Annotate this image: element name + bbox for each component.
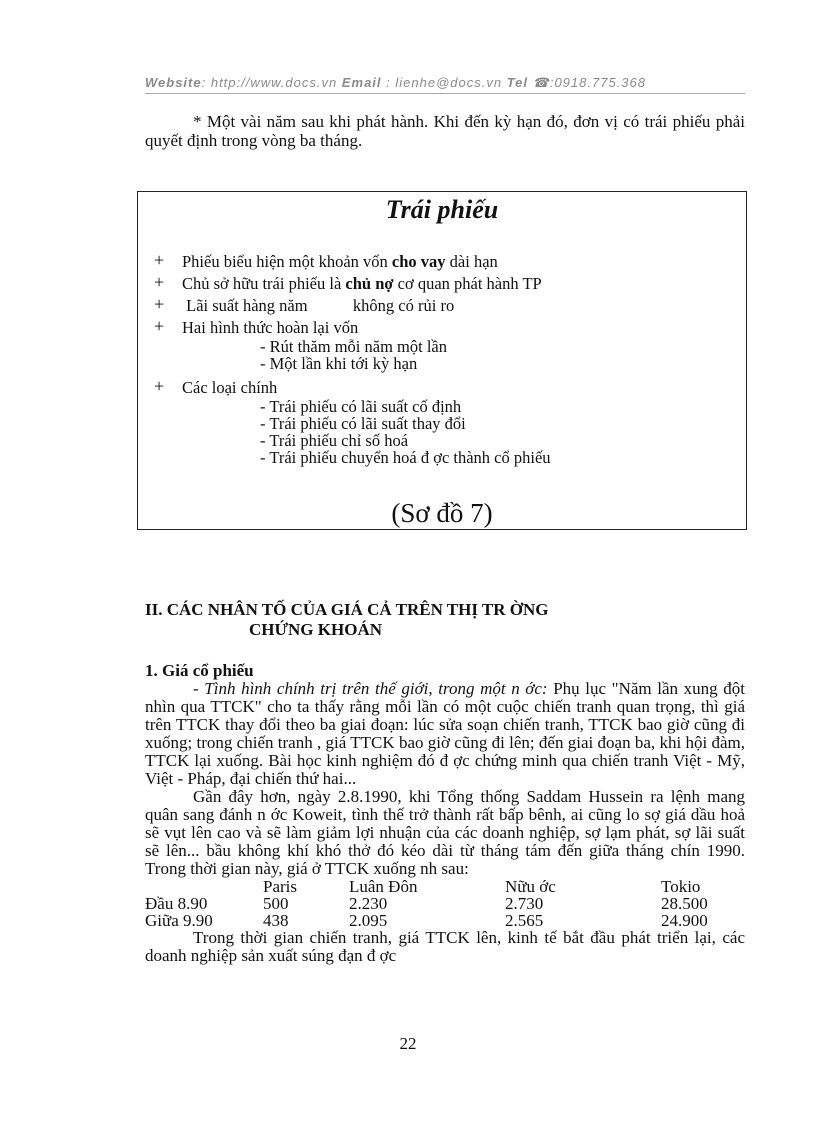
- section-heading: II. CÁC NHÂN TỐ CỦA GIÁ CẢ TRÊN THỊ TR ỜNG CHỨNG KHOÁN: [145, 600, 549, 639]
- diagram-list: [154, 252, 736, 466]
- paragraph: - Tình hình chính trị trên thế giới, trong một n ớc: Phụ lục "Năm lần xung đột nhìn qua TTCK" cho ta thấy rằng mỗi lần có một cuộc chiến tranh quan trọng, thì giá trên TTCK thay đổi theo ba giai đoạn: lúc sửa soạn chiến tranh, TTCK bao giờ cũng đi xuống; trong chiến tranh , giá TTCK bao giờ cũng đi lên; đến giai đoạn ba, khi hội đàm, TTCK lại xuống. Bài học kinh nghiệm đó đ ợc chứng minh qua chiến tranh Việt - Mỹ, Việt - Pháp, đại chiến thứ hai...: [145, 679, 745, 788]
- table-row: Đầu 8.90 500 2.230 2.730 28.500: [145, 894, 708, 913]
- plus-icon: +: [154, 294, 165, 314]
- diagram-caption: (Sơ đồ 7): [391, 498, 493, 528]
- section-content: [145, 600, 745, 965]
- tel-label: Tel: [506, 75, 529, 90]
- diagram-item: + Lãi suất hàng năm không có rủi ro: [154, 294, 455, 315]
- website-value: : http://www.docs.vn: [201, 75, 338, 90]
- email-label: Email: [341, 75, 382, 90]
- diagram-subitem: - Trái phiếu có lãi suất thay đổi: [260, 414, 466, 433]
- diagram-item: + Chủ sở hữu trái phiếu là chủ nợ cơ quan phát hành TP: [154, 272, 542, 293]
- header-divider: [145, 93, 745, 94]
- diagram-subitem: - Một lần khi tới kỳ hạn: [260, 354, 418, 373]
- page-header: [145, 75, 745, 91]
- plus-icon: +: [154, 316, 165, 336]
- table-row: Giữa 9.90 438 2.095 2.565 24.900: [145, 911, 708, 930]
- website-label: Website: [145, 75, 202, 90]
- phone-icon: ☎: [532, 75, 550, 90]
- plus-icon: +: [154, 376, 165, 396]
- intro-paragraph: * Một vài năm sau khi phát hành. Khi đến kỳ hạn đó, đơn vị có trái phiếu phải quyết định trong vòng ba tháng.: [145, 112, 745, 150]
- diagram-subitem: - Trái phiếu chuyển hoá đ ợc thành cổ phiếu: [260, 448, 551, 467]
- diagram-subitem: - Rút thăm mỗi năm một lần: [260, 337, 447, 356]
- diagram-subitem: - Trái phiếu chỉ số hoá: [260, 431, 409, 450]
- table-header-row: Paris Luân Đôn Nữu ớc Tokio: [263, 877, 701, 896]
- email-value: : lienhe@docs.vn: [386, 75, 503, 90]
- diagram-item: + Hai hình thức hoàn lại vốn: [154, 316, 359, 337]
- intro-block: [145, 112, 745, 150]
- tel-value: :0918.775.368: [549, 75, 646, 90]
- diagram-item: + Phiếu biểu hiện một khoản vốn cho vay dài hạn: [154, 250, 498, 271]
- paragraph: Gần đây hơn, ngày 2.8.1990, khi Tổng thống Saddam Hussein ra lệnh mang quân sang đánh n ớc Koweit, tình thế trở thành rất bấp bênh, ai cũng lo sợ giá dầu hoả sẽ vụt lên cao và sẽ làm giảm lợi nhuận của các doanh nghiệp, sợ lạm phát, sợ lãi suất sẽ lên... bầu không khí khó thở đó kéo dài từ tháng tám đến giữa tháng chín 1990. Trong thời gian này, giá ở TTCK xuống nh sau:: [145, 787, 745, 878]
- sub-heading: 1. Giá cổ phiếu: [145, 661, 254, 680]
- bond-diagram: [137, 191, 747, 530]
- plus-icon: +: [154, 250, 165, 270]
- diagram-item: + Các loại chính: [154, 376, 278, 397]
- page-number: 22: [399, 1034, 417, 1053]
- paragraph: Trong thời gian chiến tranh, giá TTCK lên, kinh tế bắt đầu phát triển lại, các doanh nghiệp sản xuất súng đạn đ ợc: [145, 928, 745, 965]
- diagram-subitem: - Trái phiếu có lãi suất cố định: [260, 397, 462, 416]
- plus-icon: +: [154, 272, 165, 292]
- price-table: [145, 878, 708, 929]
- diagram-title: Trái phiếu: [385, 195, 499, 224]
